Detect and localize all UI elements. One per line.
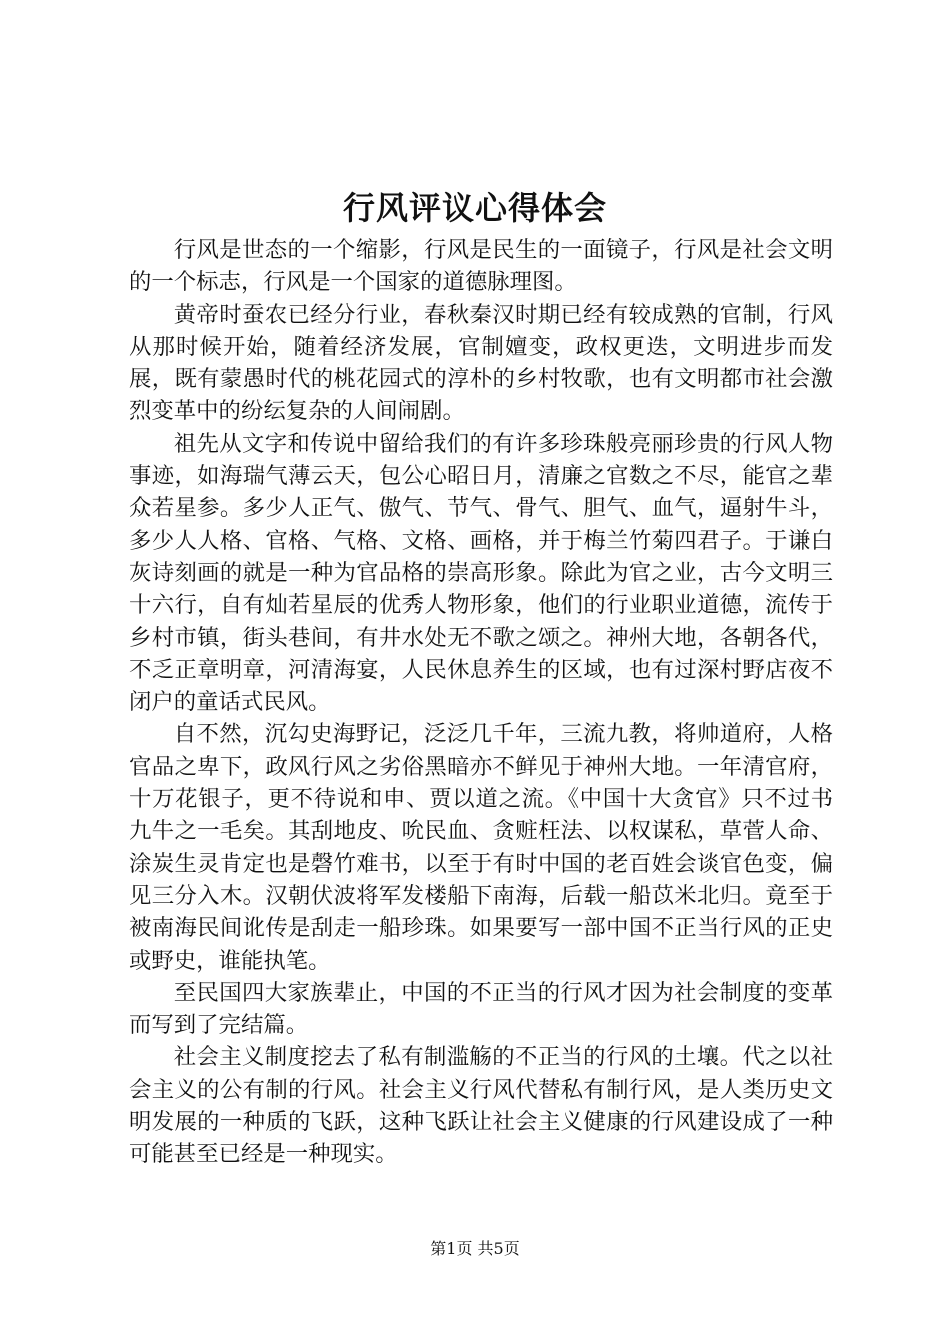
page-footer: 第1页 共5页 [430, 1239, 520, 1258]
paragraph: 至民国四大家族辈止，中国的不正当的行风才因为社会制度的变革而写到了完结篇。 [129, 979, 833, 1039]
paragraph: 社会主义制度挖去了私有制滥觞的不正当的行风的土壤。代之以社会主义的公有制的行风。社会主义行风代替私有制行风，是人类历史文明发展的一种质的飞跃，这种飞跃让社会主义健康的行风建设成了一种可能甚至已经是一种现实。 [129, 1044, 833, 1168]
document-body [129, 234, 833, 1171]
document-title: 行风评议心得体会 [342, 189, 607, 227]
paragraph: 黄帝时蚕农已经分行业，春秋秦汉时期已经有较成熟的官制，行风从那时候开始，随着经济发展，官制嬗变，政权更迭，文明进步而发展，既有蒙愚时代的桃花园式的淳朴的乡村牧歌，也有文明都市社会激烈变革中的纷纭复杂的人间闹剧。 [129, 301, 833, 425]
paragraph: 行风是世态的一个缩影，行风是民生的一面镜子，行风是社会文明的一个标志，行风是一个国家的道德脉理图。 [129, 237, 833, 296]
paragraph: 自不然，沉勾史海野记，泛泛几千年，三流九教，将帅道府，人格官品之卑下，政风行风之劣俗黑暗亦不鲜见于神州大地。一年清官府，十万花银子，更不待说和申、贾以道之流。《中国十大贪官》只不过书九牛之一毛矣。其刮地皮、吮民血、贪赃枉法、以权谋私，草菅人命、涂炭生灵肯定也是磬竹难书，以至于有时中国的老百姓会谈官色变，偏见三分入木。汉朝伏波将军发楼船下南海，后载一船苡米北归。竟至于被南海民间讹传是刮走一船珍珠。如果要写一部中国不正当行风的正史或野史，谁能执笔。 [129, 721, 833, 974]
paragraph: 祖先从文字和传说中留给我们的有许多珍珠般亮丽珍贵的行风人物事迹，如海瑞气薄云天，包公心昭日月，清廉之官数之不尽，能官之辈众若星参。多少人正气、傲气、节气、骨气、胆气、血气，逼射牛斗，多少人人格、官格、气格、文格、画格，并于梅兰竹菊四君子。于谦白灰诗刻画的就是一种为官品格的崇高形象。除此为官之业，古今文明三十六行，自有灿若星辰的优秀人物形象，他们的行业职业道德，流传于乡村市镇，街头巷间，有井水处无不歌之颂之。神州大地，各朝各代，不乏正章明章，河清海宴，人民休息养生的区域，也有过深村野店夜不闭户的童话式民风。 [129, 430, 833, 716]
